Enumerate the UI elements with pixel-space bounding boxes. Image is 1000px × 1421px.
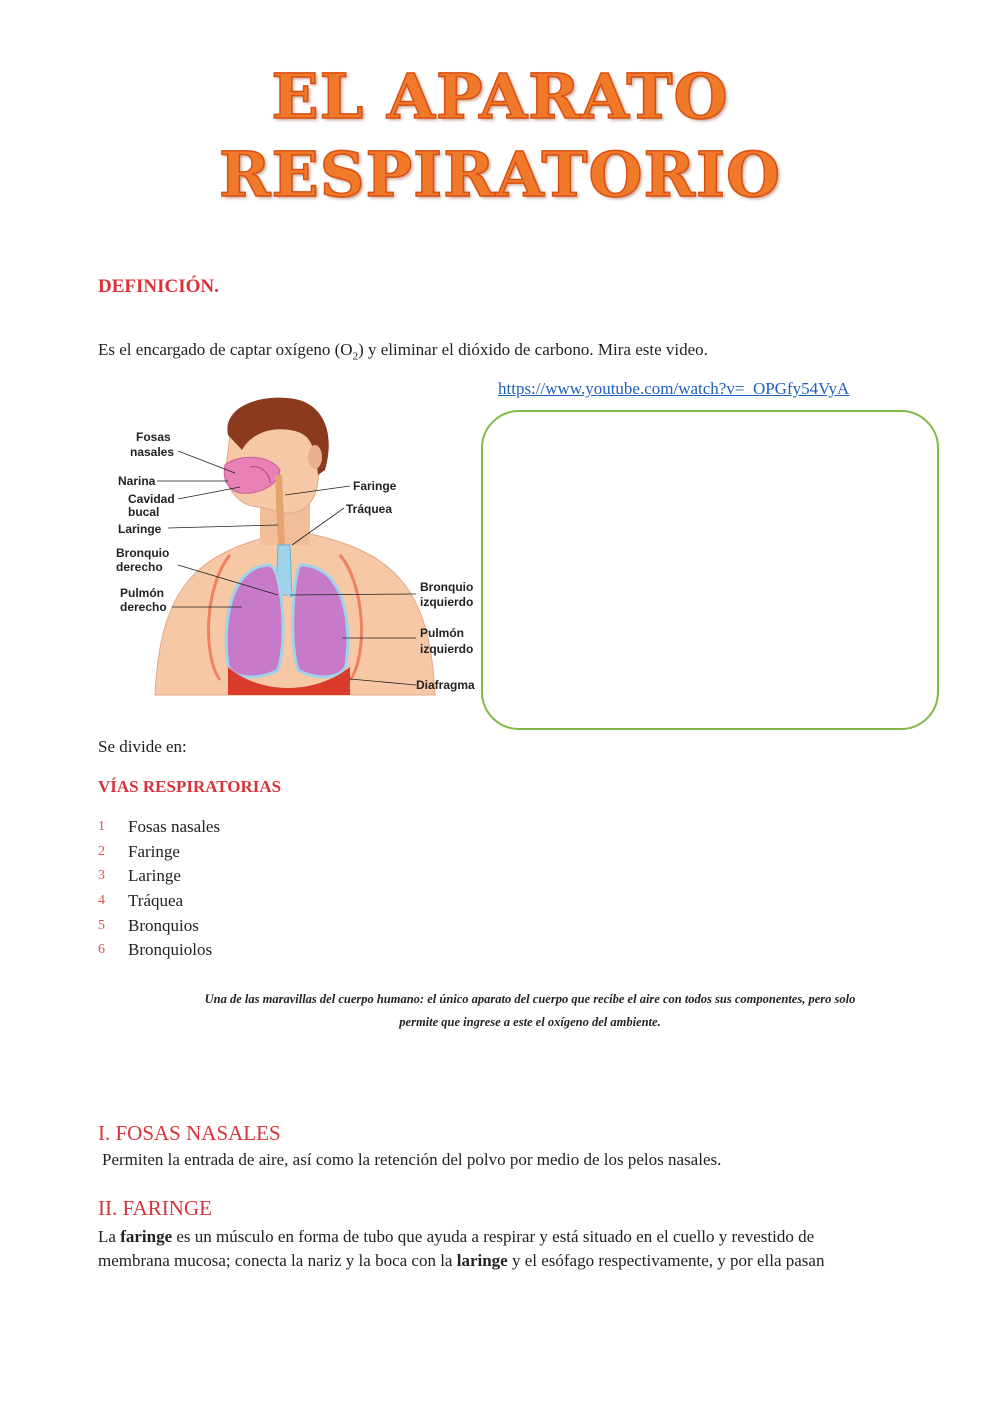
label-cavidad-2: bucal xyxy=(128,505,160,519)
list-item: 2 Faringe xyxy=(98,841,180,861)
respiratory-diagram xyxy=(110,395,482,700)
fosas-text: Permiten la entrada de aire, así como la retención del polvo por medio de los pelos nasales. xyxy=(102,1150,722,1169)
quote: Una de las maravillas del cuerpo humano: el único aparato del cuerpo que recibe el aire con todos sus componentes, pero solo permite que ingrese a este el oxígeno del ambiente. xyxy=(204,992,856,1029)
fosas-heading: I. FOSAS NASALES xyxy=(98,1121,281,1145)
label-bronquio-izq-2: izquierdo xyxy=(420,595,474,609)
list-item: 5 Bronquios xyxy=(98,915,199,935)
label-traquea: Tráquea xyxy=(346,502,393,516)
label-narina: Narina xyxy=(118,474,156,488)
vias-heading: VÍAS RESPIRATORIAS xyxy=(98,777,282,796)
list-item: 4 Tráquea xyxy=(98,891,184,911)
video-link[interactable]: https://www.youtube.com/watch?v=_OPGfy54VyA xyxy=(498,379,850,398)
faringe-heading: II. FARINGE xyxy=(98,1196,212,1220)
label-diafragma: Diafragma xyxy=(416,678,475,692)
definition-text: Es el encargado de captar oxígeno $(O_2)$ y eliminar el dióxido de carbono. Mira este video. xyxy=(98,340,708,363)
label-bronquio-der-2: derecho xyxy=(116,560,163,574)
definition-heading: DEFINICIÓN. xyxy=(98,276,219,297)
label-pulmon-izq-2: izquierdo xyxy=(420,642,474,656)
label-bronquio-der-1: Bronquio xyxy=(116,546,170,560)
list-item: 1 Fosas nasales xyxy=(98,817,221,837)
label-fosas-2: nasales xyxy=(130,445,175,459)
label-pulmon-der-1: Pulmón xyxy=(120,586,164,600)
list-item: 3 Laringe xyxy=(98,866,181,886)
label-pulmon-der-2: derecho xyxy=(120,600,167,614)
faringe-text: La faringe es un músculo en forma de tubo que ayuda a respirar y está situado en el cuello y revestido de membrana mucosa; conecta la nariz y la boca con la laringe y el esófago respectivamente, y por ella pasan xyxy=(98,1227,825,1270)
video-embed-frame[interactable] xyxy=(481,410,939,730)
title-line-2: RESPIRATORIO xyxy=(218,138,782,211)
title-line-1: EL APARATO xyxy=(271,60,729,133)
label-faringe: Faringe xyxy=(353,479,397,493)
vias-list xyxy=(98,815,220,963)
label-bronquio-izq-1: Bronquio xyxy=(420,580,474,594)
list-item: 6 Bronquiolos xyxy=(98,940,213,960)
label-pulmon-izq-1: Pulmón xyxy=(420,626,464,640)
divide-text: Se divide en: xyxy=(98,737,187,756)
label-cavidad-1: Cavidad xyxy=(128,492,175,506)
label-fosas-1: Fosas xyxy=(136,430,171,444)
label-laringe: Laringe xyxy=(118,522,162,536)
